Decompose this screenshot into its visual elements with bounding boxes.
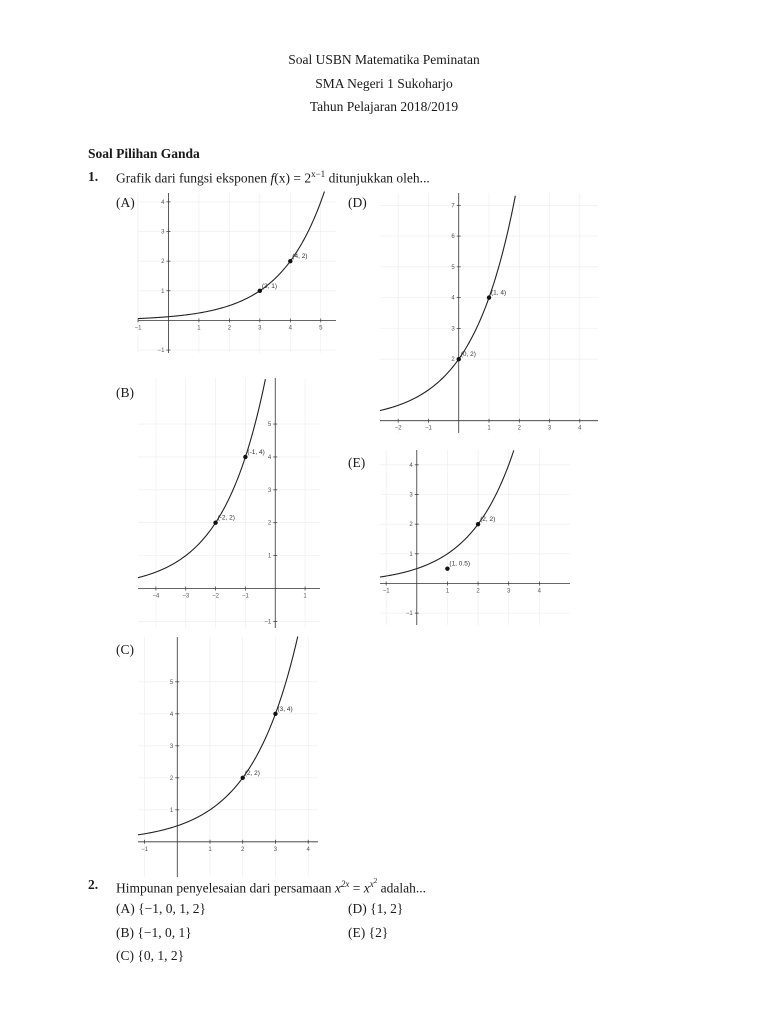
section-title: Soal Pilihan Ganda	[88, 146, 200, 161]
point-label: (2, 2)	[244, 769, 260, 777]
y-tick-label: 2	[161, 259, 165, 266]
option-label-b[interactable]: (B)	[116, 385, 134, 400]
answer-option-d[interactable]: (D) {1, 2}	[348, 901, 404, 916]
school-name: SMA Negeri 1 Sukoharjo	[315, 76, 453, 91]
y-tick-label: 4	[161, 199, 165, 206]
y-tick-label: 5	[267, 422, 272, 429]
x-tick-label: 3	[507, 588, 511, 595]
y-tick-label: −1	[157, 348, 165, 355]
x-tick-label: −1	[425, 425, 432, 432]
x-tick-label: 4	[537, 588, 542, 595]
y-tick-label: 4	[267, 454, 272, 461]
academic-year: Tahun Pelajaran 2018/2019	[309, 99, 459, 114]
answer-option-a[interactable]: (A) {−1, 0, 1, 2}	[116, 901, 206, 916]
answer-option-c[interactable]: (C) {0, 1, 2}	[116, 948, 185, 963]
y-tick-label: 2	[267, 520, 272, 527]
point-label: (1, 4)	[491, 289, 507, 297]
x-tick-label: −3	[182, 593, 190, 600]
y-tick-label: 4	[409, 462, 413, 469]
y-tick-label: 7	[451, 203, 455, 210]
curve-line	[138, 637, 298, 835]
x-tick-label: 3	[273, 846, 278, 853]
y-tick-label: −1	[405, 611, 413, 618]
option-label-e[interactable]: (E)	[348, 455, 366, 470]
x-tick-label: −2	[212, 593, 219, 600]
option-label-a[interactable]: (A)	[116, 195, 135, 210]
x-tick-label: 2	[517, 425, 521, 432]
option-label-d[interactable]: (D)	[348, 195, 367, 210]
point-label: (3, 1)	[261, 282, 278, 290]
y-tick-label: −1	[264, 619, 272, 626]
point-label: (2, 2)	[480, 516, 496, 524]
y-tick-label: 1	[267, 553, 272, 560]
y-tick-label: 2	[409, 522, 413, 529]
x-tick-label: 1	[197, 325, 201, 332]
y-tick-label: 3	[451, 326, 455, 333]
answer-option-b[interactable]: (B) {−1, 0, 1}	[116, 925, 192, 940]
y-tick-label: 2	[169, 775, 174, 782]
y-tick-label: 5	[451, 264, 455, 271]
x-tick-label: 4	[306, 846, 310, 853]
x-tick-label: 3	[547, 425, 552, 432]
point-label: (4, 2)	[292, 253, 308, 261]
y-tick-label: 5	[169, 679, 174, 686]
point-label: (-2, 2)	[217, 514, 235, 522]
x-tick-label: 4	[288, 325, 292, 332]
x-tick-label: 2	[227, 325, 232, 332]
y-tick-label: 1	[169, 807, 174, 814]
y-tick-label: 4	[451, 295, 455, 302]
point-label: (3, 4)	[277, 705, 293, 713]
x-tick-label: 2	[476, 588, 480, 595]
doc-title: Soal USBN Matematika Peminatan	[288, 52, 480, 67]
graph-option-e	[380, 450, 570, 625]
x-tick-label: −1	[134, 325, 142, 332]
y-tick-label: 6	[451, 234, 455, 241]
graph-option-b	[138, 378, 320, 628]
option-label-c[interactable]: (C)	[116, 642, 134, 657]
curve-line	[380, 450, 514, 577]
x-tick-label: −2	[394, 425, 402, 432]
point-label: (1, 0.5)	[449, 560, 471, 568]
graph-option-d	[380, 193, 598, 433]
y-tick-label: 1	[161, 288, 165, 295]
point-label: (0, 2)	[460, 351, 476, 359]
x-tick-label: 1	[445, 588, 450, 595]
x-tick-label: 3	[258, 325, 262, 332]
x-tick-label: 5	[319, 325, 323, 332]
x-tick-label: −1	[241, 593, 249, 600]
point-label: (-1, 4)	[247, 448, 265, 456]
y-tick-label: 3	[267, 487, 272, 494]
answer-option-e[interactable]: (E) {2}	[348, 925, 389, 940]
y-tick-label: 3	[169, 743, 174, 750]
curve-line	[380, 196, 515, 411]
x-tick-label: −1	[141, 846, 148, 853]
y-tick-label: 2	[451, 357, 455, 364]
y-tick-label: 1	[409, 551, 413, 558]
question-text: Grafik dari fungsi eksponen $f(x) = 2^{x-1}$ ditunjukkan oleh...	[116, 169, 430, 186]
question-number: 2.	[88, 877, 99, 892]
question-text: Himpunan penyelesaian dari persamaan $x^{2x} = x^{x^2}$ adalah...	[116, 877, 427, 896]
graph-option-c	[138, 637, 318, 877]
y-tick-label: 4	[169, 711, 174, 718]
x-tick-label: −4	[152, 593, 160, 600]
question-number: 1.	[88, 169, 99, 184]
x-tick-label: 1	[487, 425, 491, 432]
x-tick-label: 1	[208, 846, 212, 853]
x-tick-label: 1	[303, 593, 307, 600]
curve-line	[138, 379, 265, 578]
x-tick-label: −1	[382, 588, 390, 595]
y-tick-label: 3	[161, 229, 165, 236]
y-tick-label: 3	[409, 492, 413, 499]
x-tick-label: 4	[578, 425, 582, 432]
graph-option-a	[134, 193, 336, 355]
x-tick-label: 2	[241, 846, 245, 853]
